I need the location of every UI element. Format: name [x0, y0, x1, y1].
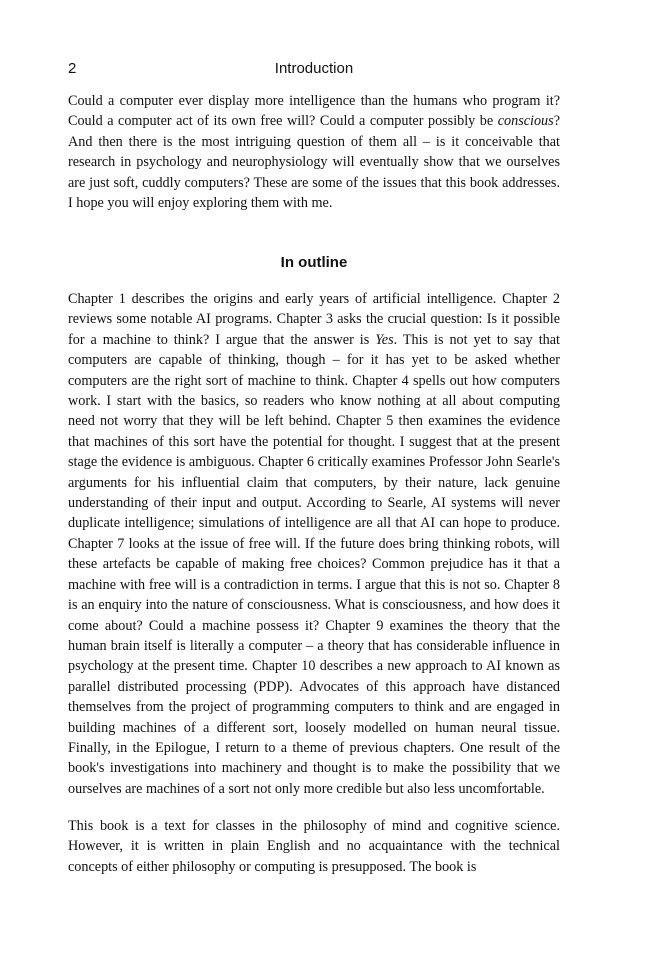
final-paragraph: This book is a text for classes in the philosophy of mind and cognitive science. However, it is written in plain English and no acquaintance with the technical concepts of either philosophy or computing is presupposed. The book is: [68, 818, 560, 875]
running-head: [68, 58, 560, 80]
outline-text-part1: Chapter 1 describes the origins and early years of artificial intelligence. Chapter 2 reviews some notable AI programs. Chapter 3 asks the crucial question: Is it possible for a machine to think? I argue that the answer is: [68, 291, 560, 348]
intro-text-part2: ? And then there is the most intriguing question of them all – is it conceivable that research in psychology and neurophysiology will eventually show that we ourselves are just soft, cuddly computers? These are some of the issues that this book addresses. I hope you will enjoy exploring them with me.: [68, 113, 560, 212]
intro-paragraph: [68, 91, 560, 213]
intro-text-part1: Could a computer ever display more intelligence than the humans who program it? Could a computer act of its own free will? Could a computer possibly be: [68, 93, 560, 130]
chapter-title: Introduction: [274, 60, 354, 77]
intro-emphasis: conscious: [497, 113, 554, 130]
outline-text-part2: . This is not yet to say that computers are capable of thinking, though – for it has yet to be asked whether computers are the right sort of machine to think. Chapter 4 spells out how computers work. I start with the basics, so readers who know nothing at all about computing need not worry that they will be left behind. Chapter 5 then examines the evidence that machines of this sort have the potential for thought. I suggest that at the present stage the evidence is ambiguous. Chapter 6 critically examines Professor John Searle's arguments for his influential claim that computers, by their nature, lack genuine understanding of their input and output. According to Searle, AI systems will never duplicate intelligence; simulations of intelligence are all that AI can hope to produce. Chapter 7 looks at the issue of free will. If the future does bring thinking robots, will these artefacts be capable of making free choices? Common prejudice has it that a machine with free will is a contradiction in terms. I argue that this is not so. Chapter 8 is an enquiry into the nature of consciousness. What is consciousness, and how does it come about? Could a machine possess it? Chapter 9 examines the theory that the human brain itself is literally a computer – a theory that has considerable influence in psychology at the present time. Chapter 10 describes a new approach to AI known as parallel distributed processing (PDP). Advocates of this approach have distanced themselves from the project of programming computers to think and are engaged in building machines of a different sort, loosely modelled on human neural tissue. Finally, in the Epilogue, I return to a theme of previous chapters. One result of the book's investigations into machinery and thought is to make the possibility that we ourselves are machines of a sort not only more credible but also less uncomfortable.: [68, 331, 560, 797]
outline-emphasis: Yes: [375, 331, 394, 348]
outline-paragraph: [68, 289, 560, 799]
section-heading: In outline: [280, 254, 348, 271]
page-number: 2: [68, 60, 77, 77]
